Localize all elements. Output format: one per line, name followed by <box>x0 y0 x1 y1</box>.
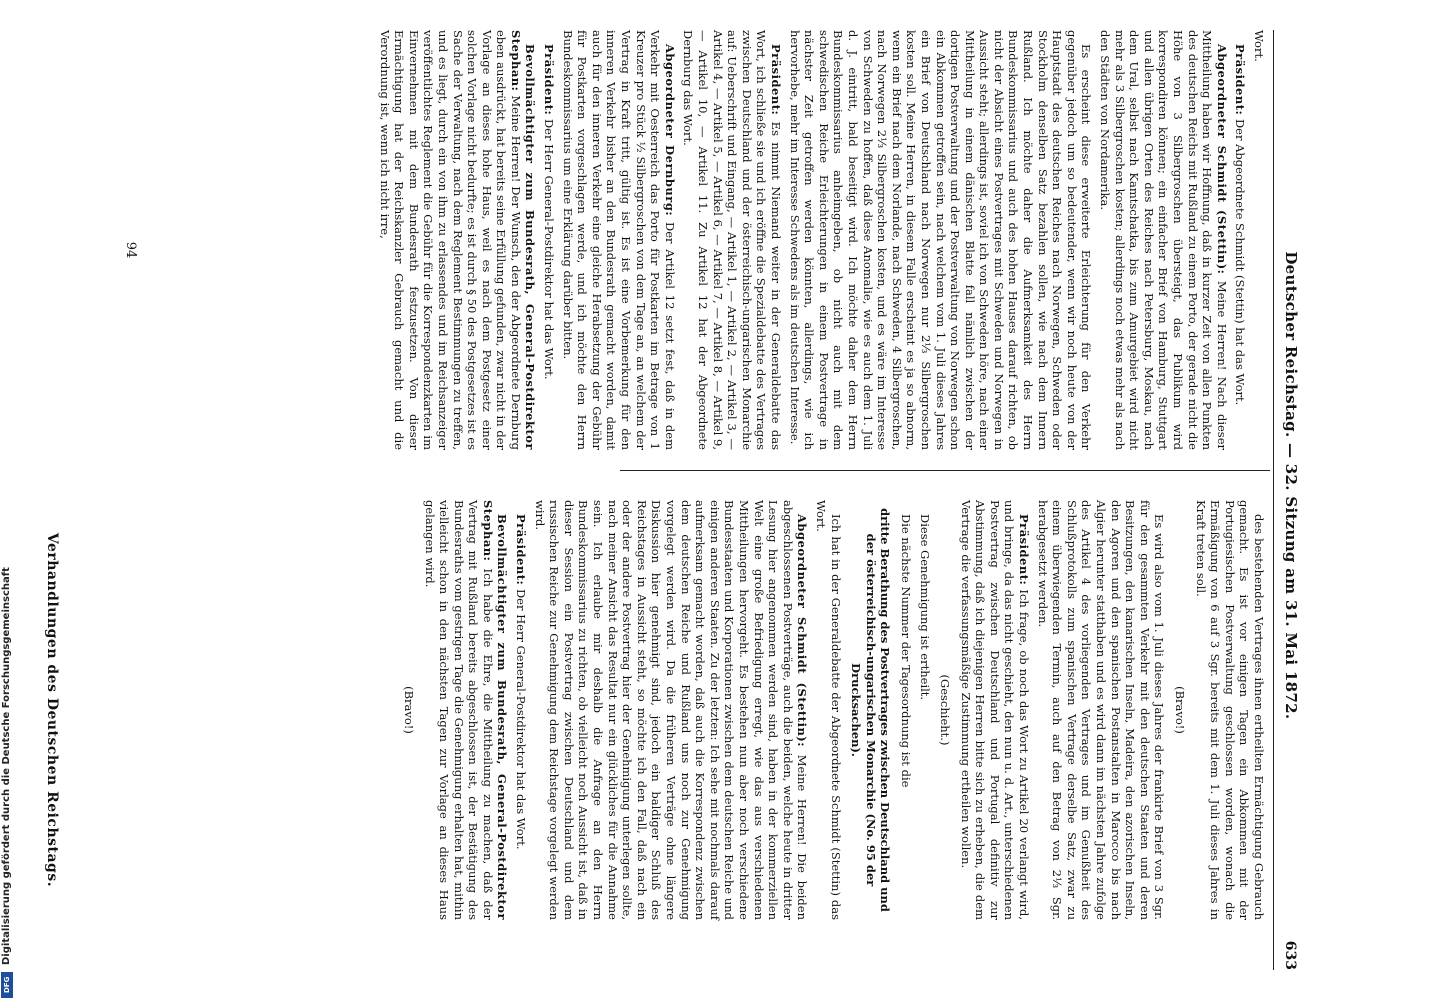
speaker-name: Präsident: <box>1233 44 1248 116</box>
right-column <box>395 500 1266 920</box>
speaker-paragraph <box>532 500 809 920</box>
speech-text: Meine Herren! Nach dieser Mittheilung haben wir Hoffnung, daß in kurzer Zeit von allen Punkten des deutschen Reichs mit Rußland zu einem Porto, der gerade nicht die Höhe von 3 Silbergroschen übersteigt, das Publikum wird korrespondiren können; ein einfacher Brief von Hamburg, Stuttgart und allen übrigen Orten des Reiches nach Petersburg, Moskau, nach dem Ural, selbst nach Kamtschatka, bis zum Amurgebiet wird nicht mehr als 3 Silbergroschen kosten; allerdings noch etwas mehr als nach den Städten von Nordamerika. <box>1098 30 1229 451</box>
speaker-paragraph <box>958 500 1031 920</box>
interjection: (Bravo!) <box>401 686 416 734</box>
body-paragraph: Es erscheint diese erweiterte Erleichterung für den Verkehr gegenüber jedoch um so bedeutender, wenn wir noch heute von der Hauptstadt des deutschen Reiches nach Norwegen, Schweden oder Stockholm denselben Satz bezahlen sollen, wie nach dem Innern Rußland. Ich möchte daher die Aufmerksamkeit des Herrn Bundeskommissarius und auch des hohen Hauses darauf richten, ob nicht der Absicht eines Postvertrages mit Schweden und Norwegen in Aussicht steht; allerdings ist, soviel ich von Schweden höre, nach einer Mittheilung in einem dänischen Blatte fall nämlich zwischen der dortigen Postverwaltung und der Postverwaltung von Norwegen schon ein Abkommen getroffen sein, nach welchem vom 1. Juli dieses Jahres ein Brief von Deutschland nach Norwegen nur 2⅓ Silbergroschen kosten soll. Meine Herren, in diesem Falle erscheint es ja so abnorm, wenn ein Brief nach dem Norlande, nach Schweden, 4 Silbergroschen, nach Norwegen 2⅓ Silbergroschen kosten, und es wäre im Interesse von Schweden zu hoffen, daß diese Anomalie, wie es auch dem 1. Juli d. J. eintritt, bald beseitigt wird. Ich möchte daher dem Herrn Bundeskommissarius anheimgeben, ob nicht auch mit dem schwedischen Reiche Erleichterungen in einem Postvertrage in nächster Zeit getroffen werden könnten, allerdings, wie ich hervorhebe, mehr im Interesse Schwedens als im deutschen Interesse. <box>787 30 1094 450</box>
interjection: (Bravo!) <box>1173 686 1188 734</box>
running-header <box>1273 30 1300 970</box>
header-title: Deutscher Reichstag. — 32. Sitzung am 31. Mai 1872. <box>1282 251 1300 720</box>
body-paragraph: Ich hat in der Generaldebatte der Abgeordnete Schmidt (Stettin) das Wort. <box>813 500 843 920</box>
speech-text: Der Herr General-Postdirektor hat das Wort. <box>514 588 529 850</box>
speaker-name: Abgeordneter Schmidt (Stettin): <box>1214 44 1229 275</box>
signature-number: 94 <box>123 241 138 259</box>
speaker-name: Abgeordneter Dernburg: <box>662 44 677 217</box>
speaker-paragraph <box>560 30 677 450</box>
speaker-name: Präsident: <box>1017 514 1032 586</box>
speaker-paragraph <box>514 500 529 920</box>
speech-text: Der Abgeordnete Schmidt (Stettin) hat das Wort. <box>1233 118 1248 406</box>
speaker-name: Präsident: <box>769 44 783 116</box>
speaker-paragraph <box>377 30 538 450</box>
speaker-paragraph <box>1097 30 1228 450</box>
speaker-name: Präsident: <box>542 44 557 116</box>
page-number: 633 <box>1282 940 1298 970</box>
speech-text: Meine Herren! Die beiden abgeschlossenen Postverträge, auch die beiden, welche heute in dritter Lesung hier angenommen werden sind, haben in der kommerziellen Welt eine große Befriedigung erregt, wie das aus verschiedenen Mittheilungen hervorgeht. Es bestehen nun aber noch verschiedene Bundesstaaten und Korporationen zwischen dem deutschen Reiche und einigen anderen Staaten. Zu der letzten: Ich sehe mit nochmals darauf aufmerksam gemacht worden, daß auch die Korrespondenz zwischen dem deutschen Reiche und Rußland uns noch zur Genehmigung vorgelegt werden wird. Da die früheren Verträge ohne längere Diskussion hier genehmigt sind, jedoch ein baldiger Schluß des Reichstages in Aussicht steht, so möchte ich den Fall, daß nach ein oder der andere Postvertrag hier der Genehmigung unterlegen sollte, nach meiner Ansicht das Resultat nur ein glückliches für die Annahme sein. Ich erlaube mir deshalb die Anfrage an den Herrn Bundeskommissarius zu richten, ob vielleicht noch Aussicht ist, daß in dieser Session ein Postvertrag zwischen Deutschland und dem russischen Reiche zur Genehmigung dem Reichstage vorgelegt werden wird. <box>532 500 810 920</box>
speech-text: Meine Herren! Der Wunsch, den der Abgeordnete Dernburg eben ausdrückt, hat bereits seine Erfüllung gefunden, zwar nicht in der Vorlage an dieses hohe Haus, weil es nach dem Postgesetz einer solchen Vorlage nicht bedurfte; es ist durch § 50 des Postgesetzes ist es Sache der Verwaltung, nach dem Reglement Bestimmungen zu treffen, und es liegt, durch ein von ihm zu erlassendes und im Reichsanzeiger veröffentlichtes Reglement die Gebühr für die Korrespondenzkarten im Einvernehmen mit dem Bundesrath festzusetzen. Von dieser Ermächtigung hat der Reichskanzler Gebrauch gemacht und die Verordnung ist, wenn ich nicht irre, <box>377 30 523 450</box>
agenda-item-title: dritte Berathung des Postvertrages zwischen Deutschland und der österreichisch-ungarischen Monarchie (No. 95 der Drucksachen). <box>849 508 893 912</box>
speaker-name: Abgeordneter Schmidt (Stettin): <box>795 514 810 747</box>
speaker-name: Bevollmächtigter zum Bundesrath, General-Postdirektor Stephan: <box>508 30 538 450</box>
speaker-name: Präsident: <box>514 514 529 586</box>
body-paragraph: Die nächste Nummer der Tagesordnung ist die <box>898 514 913 788</box>
body-paragraph: Es wird also vom 1. Juli dieses Jahres der frankirte Brief von 3 Sgr. für den gesammten Verkehr mit den deutschen Staaten und deren Besitzungen, den kanarischen Inseln, Madeira, den azorischen Inseln, den Agoren und den spanischen Postanstalten in Marocco bis nach Algier herunter statthaben und es wird dann im nächsten Jahre zufolge des Artikel 4 des vorliegenden Vertrages und im Genußheit des Schlußprotokolls zum spanischen Vertrage derselbe Satz, zwar zu einem überwiegenden Termin, auch auf den Betrag von 2⅓ Sgr. herabgesetzt werden. <box>1035 500 1167 920</box>
speech-text: Ich habe die Ehre, die Mittheilung zu machen, daß der Vertrag mit Rußland bereits abgeschlossen ist, der Bestätigung des Bundesraths vom gestrigen Tage die Genehmigung erhalten hat, mithin vielleicht schon in den nächsten Tagen zur Vorlage an dieses Haus gelangen wird. <box>422 500 495 920</box>
interjection: (Geschieht.) <box>938 674 953 746</box>
continued-text: Wort. <box>1252 30 1266 62</box>
rotated-page-content <box>10 0 1300 1000</box>
speaker-paragraph <box>681 30 783 450</box>
column-divider <box>620 470 1270 471</box>
speaker-paragraph <box>1233 30 1248 450</box>
speech-text: Es nimmt Niemand weiter in der Generaldebatte das Wort, ich schließe sie und ich eröffne die Spezialdebatte des Vertrages zwischen Deutschland und der österreichisch-ungarischen Monarchie auf: Ueberschrift und Eingang, — Artikel 1, — Artikel 2, — Artikel 3, — Artikel 4, — Artikel 5, — Artikel 6, — Artikel 7, — Artikel 8, — Artikel 9, — Artikel 10, — Artikel 11. Zu Artikel 12 hat der Abgeordnete Dernburg das Wort. <box>681 30 783 451</box>
speaker-paragraph <box>422 500 510 920</box>
speech-text: Der Artikel 12 setzt fest, daß in dem Verkehr mit Oesterreich das Porto für Postkarten im Betrage von 1 Kreuzer pro Stück ½ Silbergroschen von dem Tage an, an welchem der Vertrag in Kraft tritt, gültig ist. Es ist eine Vorbemerkung für den inneren Verkehr bisher an den Bundesrath gemacht worden, damit auch für den inneren Verkehr eine gleiche Herabsetzung der Gebühr für Postkarten vorgeschlagen werde, und ich möchte den Herrn Bundeskommissarius um eine Erklärung darüber bitten. <box>560 30 677 450</box>
speech-text: Der Herr General-Postdirektor hat das Wort. <box>542 118 557 380</box>
left-column <box>373 30 1266 450</box>
body-paragraph: des bestehenden Vertrages ihnen ertheilten Ermächtigung Gebrauch gemacht. Es ist vor einigen Tagen ein Abkommen mit der Portugiesischen Postverwaltung geschlossen worden, wonach die Ermäßigung von 6 auf 3 Sgr. bereits mit dem 1. Juli dieses Jahres in Kraft treten soll. <box>1193 500 1266 920</box>
digitization-credit-text: Digitalisierung gefördert durch die Deutsche Forschungsgemeinschaft <box>1 567 12 965</box>
dfg-logo: DFG <box>1 972 13 998</box>
speaker-paragraph <box>542 30 557 450</box>
speech-text: Ich frage, ob noch das Wort zu Artikel 20 verlangt wird, und bringe, da das nicht geschieht, den nun u. d. Art., unterschiedenen Postvertrag zwischen Deutschland und Portugal definitiv zur Abstimmung, daß ich diejenigen Herren bitte sich zu erheben, die dem Vertrage die verfassungsmäßige Zustimmung ertheilen wollen. <box>958 500 1032 921</box>
footer-title: Verhandlungen des Deutschen Reichstags. <box>44 532 60 888</box>
body-paragraph: Diese Genehmigung ist ertheilt. <box>917 514 932 701</box>
speaker-name: Bevollmächtigter zum Bundesrath, General-Postdirektor Stephan: <box>480 500 510 920</box>
